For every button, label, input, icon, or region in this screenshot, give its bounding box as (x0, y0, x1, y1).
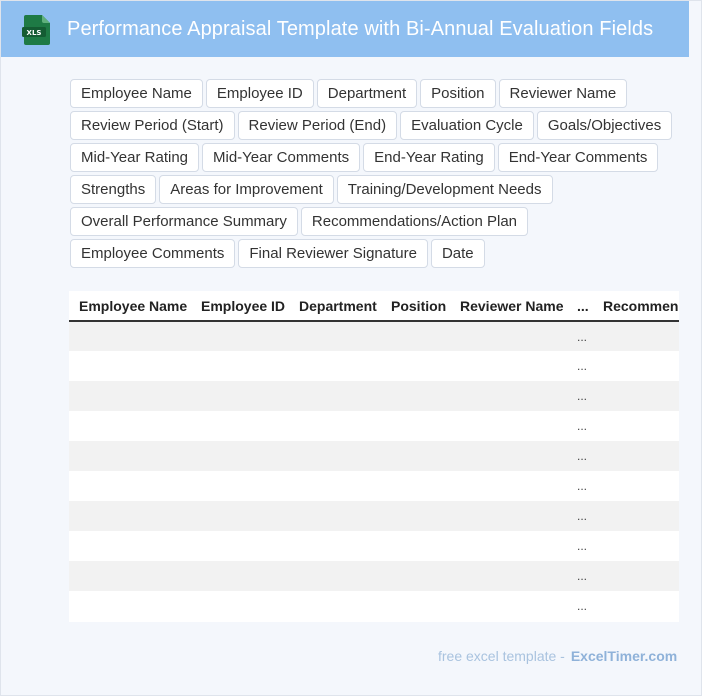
table-cell[interactable]: ... (567, 531, 593, 561)
field-tag: Review Period (Start) (70, 111, 235, 140)
table-cell[interactable]: ... (567, 471, 593, 501)
table-cell[interactable] (69, 441, 191, 471)
table-cell[interactable] (191, 381, 289, 411)
table-body (69, 321, 679, 621)
table-cell[interactable] (69, 351, 191, 381)
table-cell[interactable]: ... (567, 351, 593, 381)
field-tag: Mid-Year Rating (70, 143, 199, 172)
xls-icon-label: XLS (26, 29, 42, 37)
table-cell[interactable] (450, 531, 567, 561)
table-cell[interactable] (381, 471, 450, 501)
table-cell[interactable] (593, 321, 679, 351)
field-tag: Evaluation Cycle (400, 111, 534, 140)
table-cell[interactable] (191, 501, 289, 531)
table-cell[interactable] (593, 561, 679, 591)
table-cell[interactable] (191, 351, 289, 381)
table-cell[interactable] (450, 351, 567, 381)
table-cell[interactable] (289, 561, 381, 591)
field-tag: Mid-Year Comments (202, 143, 360, 172)
table-cell[interactable]: ... (567, 381, 593, 411)
table-cell[interactable] (289, 411, 381, 441)
footer-text: free excel template - (438, 648, 565, 664)
data-table-container[interactable] (69, 291, 679, 622)
table-cell[interactable] (593, 441, 679, 471)
table-cell[interactable] (69, 381, 191, 411)
field-tag: Final Reviewer Signature (238, 239, 428, 268)
field-tag: Employee Name (70, 79, 203, 108)
table-cell[interactable] (191, 471, 289, 501)
field-tag: End-Year Rating (363, 143, 495, 172)
table-cell[interactable] (191, 321, 289, 351)
table-cell[interactable]: ... (567, 561, 593, 591)
table-header-row (69, 291, 679, 321)
table-cell[interactable] (381, 381, 450, 411)
column-header[interactable]: ... (567, 291, 593, 321)
table-cell[interactable] (381, 321, 450, 351)
field-tag: Date (431, 239, 485, 268)
table-cell[interactable] (69, 531, 191, 561)
table-cell[interactable] (289, 351, 381, 381)
table-cell[interactable] (191, 411, 289, 441)
footer-brand-link[interactable]: ExcelTimer.com (570, 648, 678, 664)
table-row (69, 591, 679, 621)
column-header[interactable]: Department (289, 291, 381, 321)
field-tag: Goals/Objectives (537, 111, 672, 140)
table-cell[interactable] (450, 501, 567, 531)
table-cell[interactable] (381, 411, 450, 441)
data-table (69, 291, 679, 621)
table-cell[interactable] (593, 471, 679, 501)
table-cell[interactable]: ... (567, 411, 593, 441)
field-tag: Position (420, 79, 495, 108)
table-row (69, 411, 679, 441)
table-cell[interactable] (289, 591, 381, 621)
field-tag: End-Year Comments (498, 143, 659, 172)
table-row (69, 351, 679, 381)
table-cell[interactable] (450, 411, 567, 441)
table-cell[interactable] (381, 531, 450, 561)
field-tag: Employee Comments (70, 239, 235, 268)
table-row (69, 561, 679, 591)
table-cell[interactable] (289, 501, 381, 531)
table-cell[interactable] (191, 591, 289, 621)
table-row (69, 441, 679, 471)
column-header[interactable]: Position (381, 291, 450, 321)
table-cell[interactable] (381, 591, 450, 621)
table-cell[interactable] (69, 471, 191, 501)
field-tag: Overall Performance Summary (70, 207, 298, 236)
field-tag: Reviewer Name (499, 79, 628, 108)
table-cell[interactable]: ... (567, 321, 593, 351)
footer-credit (438, 648, 677, 664)
table-cell[interactable]: ... (567, 591, 593, 621)
column-header[interactable]: Employee ID (191, 291, 289, 321)
table-cell[interactable]: ... (567, 501, 593, 531)
column-header[interactable]: Employee Name (69, 291, 191, 321)
field-tag: Department (317, 79, 417, 108)
field-tag: Recommendations/Action Plan (301, 207, 528, 236)
table-cell[interactable] (381, 501, 450, 531)
table-cell[interactable] (289, 321, 381, 351)
table-cell[interactable] (593, 591, 679, 621)
table-row (69, 321, 679, 351)
table-cell[interactable] (69, 591, 191, 621)
table-cell[interactable] (450, 591, 567, 621)
page-title: Performance Appraisal Template with Bi-Annual Evaluation Fields (67, 18, 654, 40)
table-cell[interactable] (593, 381, 679, 411)
table-row (69, 501, 679, 531)
table-cell[interactable] (191, 531, 289, 561)
excel-file-icon (22, 15, 50, 45)
field-tag: Training/Development Needs (337, 175, 553, 204)
table-row (69, 471, 679, 501)
table-cell[interactable] (450, 471, 567, 501)
table-cell[interactable] (289, 531, 381, 561)
table-cell[interactable] (450, 441, 567, 471)
table-cell[interactable] (381, 351, 450, 381)
table-cell[interactable] (191, 561, 289, 591)
table-cell[interactable] (450, 561, 567, 591)
header-bar (1, 1, 689, 57)
table-cell[interactable] (381, 441, 450, 471)
column-header[interactable]: Reviewer Name (450, 291, 567, 321)
table-row (69, 381, 679, 411)
table-cell[interactable] (593, 351, 679, 381)
table-cell[interactable] (69, 561, 191, 591)
table-cell[interactable] (69, 321, 191, 351)
table-cell[interactable] (450, 381, 567, 411)
table-cell[interactable] (69, 411, 191, 441)
table-cell[interactable] (191, 441, 289, 471)
column-header[interactable]: Recommen (593, 291, 679, 321)
table-cell[interactable] (289, 441, 381, 471)
field-tag: Areas for Improvement (159, 175, 334, 204)
table-cell[interactable] (593, 531, 679, 561)
table-cell[interactable] (381, 561, 450, 591)
table-cell[interactable] (289, 471, 381, 501)
table-cell[interactable] (450, 321, 567, 351)
field-tag-list (70, 79, 690, 268)
field-tag: Employee ID (206, 79, 314, 108)
table-cell[interactable]: ... (567, 441, 593, 471)
field-tag: Review Period (End) (238, 111, 398, 140)
table-cell[interactable] (289, 381, 381, 411)
table-cell[interactable] (593, 411, 679, 441)
table-cell[interactable] (69, 501, 191, 531)
field-tag: Strengths (70, 175, 156, 204)
table-cell[interactable] (593, 501, 679, 531)
table-row (69, 531, 679, 561)
